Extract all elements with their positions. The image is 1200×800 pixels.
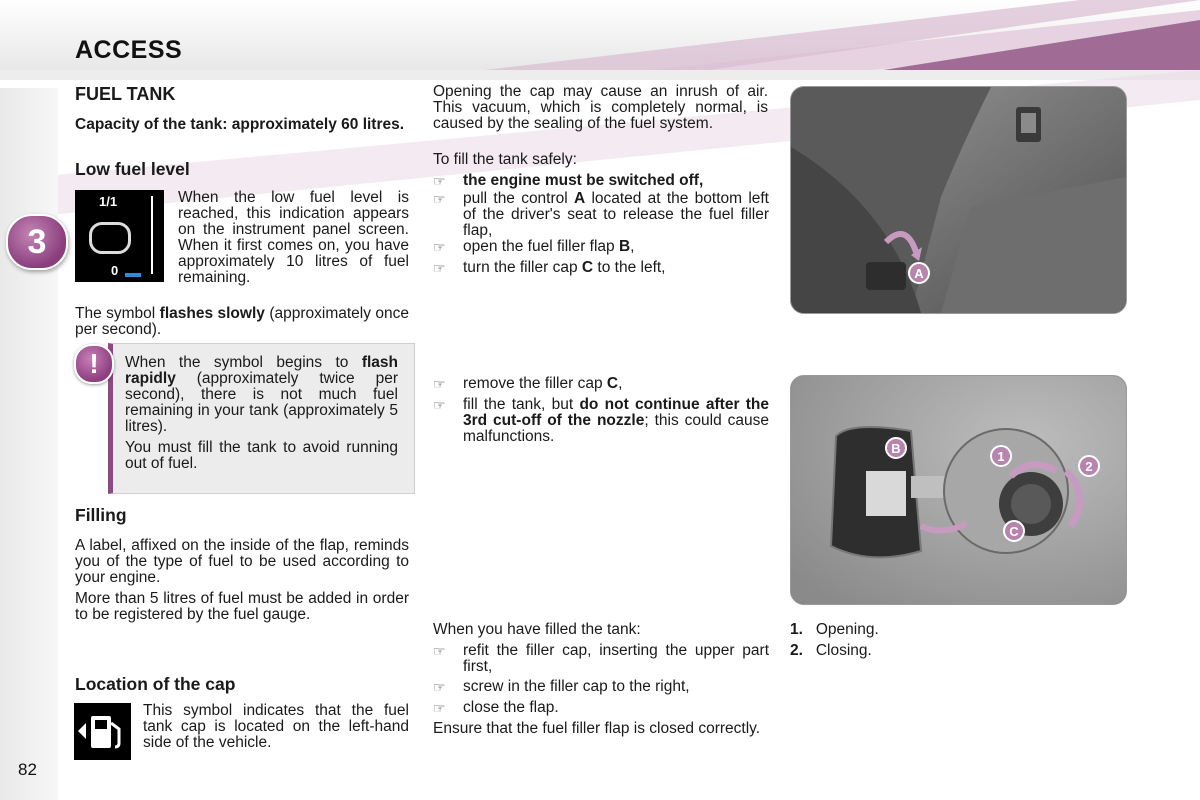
label-2: 2 [1085,459,1093,474]
instruction-item: ☞ screw in the filler cap to the right, [433,678,690,695]
page-number: 82 [18,760,37,779]
hand-pointer-icon: ☞ [433,376,446,392]
instruction-item: ☞ remove the filler cap C, [433,375,623,392]
instruction-item: ☞ refit the filler cap, inserting the upper part first, [433,642,769,675]
when-filled-text: When you have filled the tank: [433,621,641,638]
filler-cap-photo [790,375,1127,605]
filling-text-1: A label, affixed on the inside of the flap, reminds you of the type of fuel to be used according to your engine. [75,537,409,586]
hand-pointer-icon: ☞ [433,173,446,189]
gauge-full-label: 1/1 [99,194,118,209]
instruction-item: ☞ pull the control A located at the bottom left of the driver's seat to release the fuel filler flap, [433,190,769,239]
gauge-scale [145,196,153,274]
warning-text-2: You must fill the tank to avoid running out of fuel. [125,439,398,472]
label-c: C [1009,524,1019,539]
section-title: ACCESS [75,36,183,64]
label-b: B [891,441,901,456]
low-fuel-heading: Low fuel level [75,159,190,179]
ensure-closed-text: Ensure that the fuel filler flap is closed correctly. [433,720,761,737]
hand-pointer-icon: ☞ [433,191,446,207]
location-text: This symbol indicates that the fuel tank cap is located on the left-hand side of the vehicle. [143,702,409,751]
filling-text-2: More than 5 litres of fuel must be added in order to be registered by the fuel gauge. [75,590,409,623]
release-control-photo [790,86,1127,314]
instruction-item: ☞ close the flap. [433,699,559,716]
fill-safely-text: To fill the tank safely: [433,151,577,168]
low-fuel-text: When the low fuel level is reached, this indication appears on the instrument panel screen. When it first comes on, you have approximately 10 litres of fuel remaining. [178,189,409,286]
warning-icon: ! [74,344,114,384]
fuel-gauge-display [75,190,164,282]
chapter-tab[interactable]: 3 [6,214,68,270]
filling-heading: Filling [75,505,127,525]
hand-pointer-icon: ☞ [433,239,446,255]
fuel-pump-icon [89,222,131,254]
capacity-text: Capacity of the tank: approximately 60 litres. [75,116,405,133]
hand-pointer-icon: ☞ [433,700,446,716]
instruction-item: ☞ open the fuel filler flap B, [433,238,635,255]
left-margin-bar [0,88,58,800]
label-1: 1 [997,449,1005,464]
hand-pointer-icon: ☞ [433,397,446,413]
instruction-item: ☞ the engine must be switched off, [433,172,704,189]
inrush-text: Opening the cap may cause an inrush of air. This vacuum, which is completely normal, is caused by the sealing of the fuel system. [433,83,768,132]
location-heading: Location of the cap [75,674,236,694]
gauge-level-indicator [125,273,141,277]
legend-item-opening: 1. Opening. [790,621,879,638]
hand-pointer-icon: ☞ [433,260,446,276]
gauge-empty-label: 0 [111,263,119,278]
instruction-item: ☞ fill the tank, but do not continue after the 3rd cut-off of the nozzle; this could cause malfunctions. [433,396,769,445]
fuel-tank-heading: FUEL TANK [75,84,176,104]
symbol-flashes-text: The symbol flashes slowly (approximately once per second). [75,305,410,338]
label-a: A [914,266,924,281]
legend-item-closing: 2. Closing. [790,642,872,659]
fuel-cap-side-icon [74,703,131,760]
warning-text-1: When the symbol begins to flash rapidly (approximately twice per second), there is not much fuel remaining in your tank (approximately 5 litres). [125,354,398,435]
instruction-item: ☞ turn the filler cap C to the left, [433,259,666,276]
hand-pointer-icon: ☞ [433,679,446,695]
hand-pointer-icon: ☞ [433,643,446,659]
